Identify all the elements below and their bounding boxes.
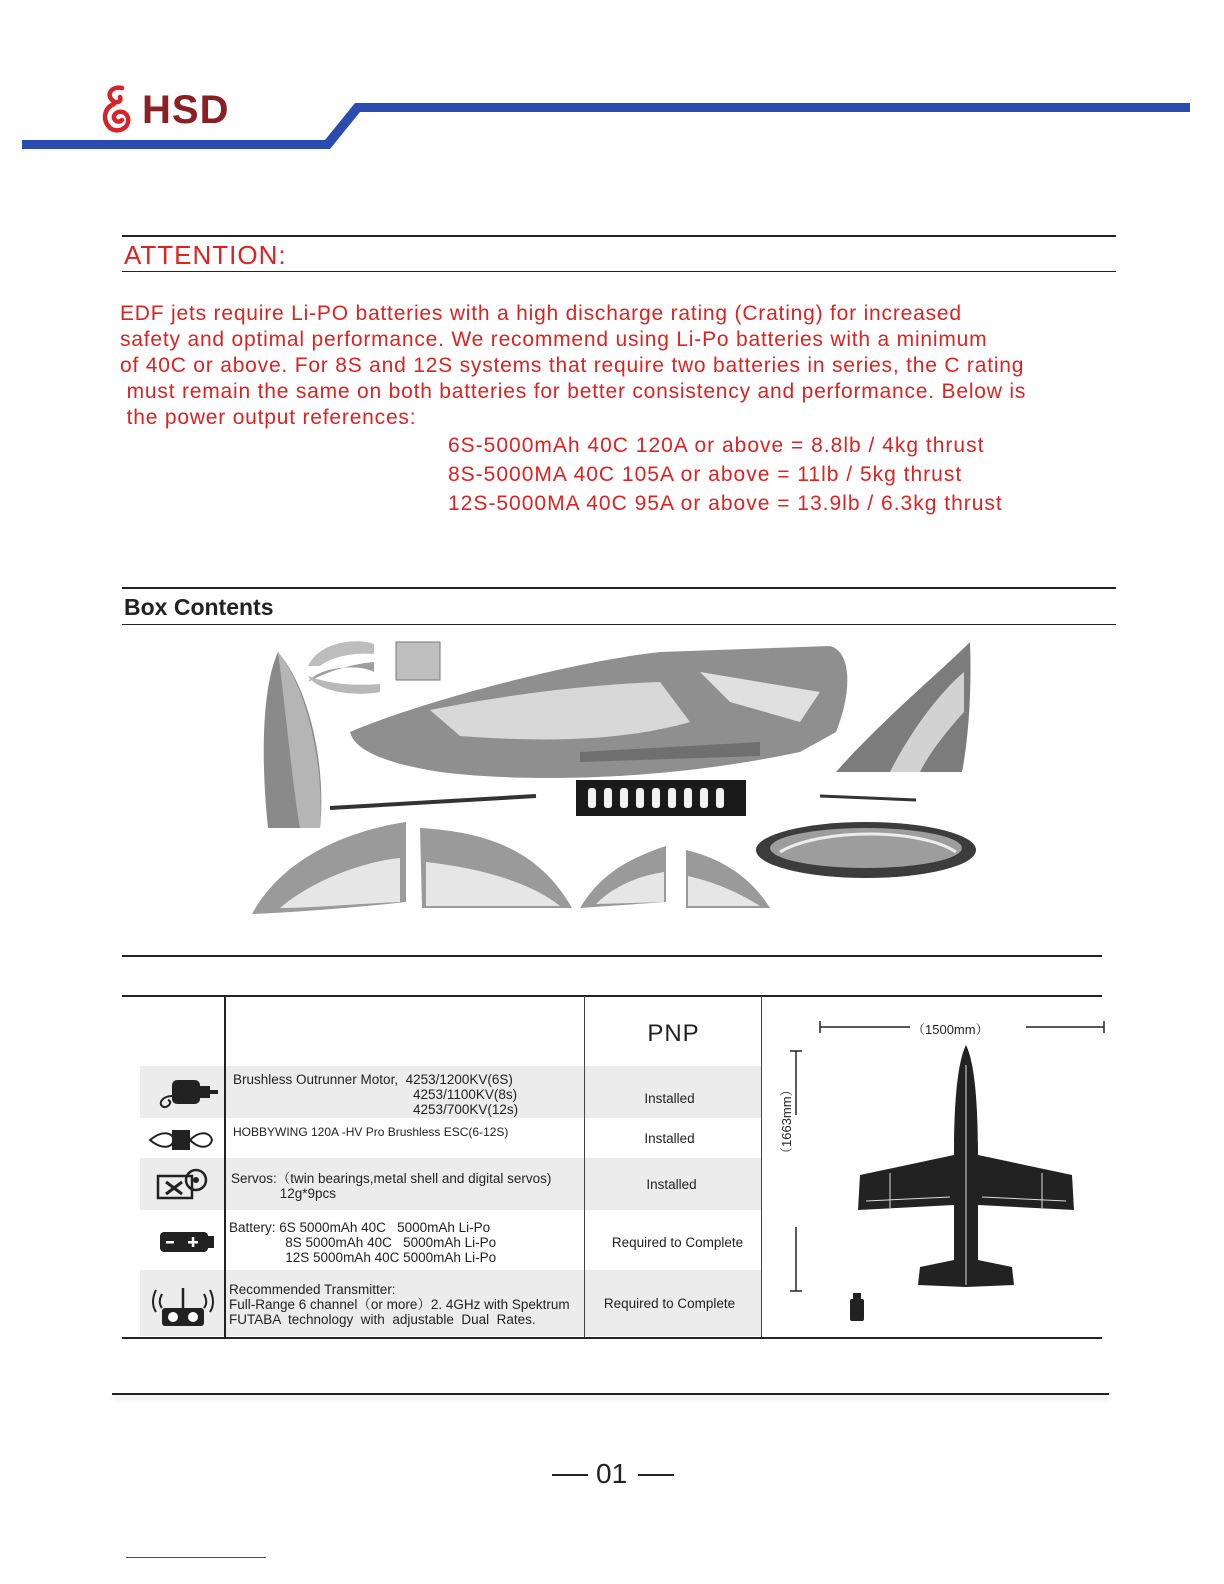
motor-status: Installed bbox=[644, 1091, 695, 1106]
hardware-bag-part bbox=[396, 642, 440, 680]
table-column-divider bbox=[761, 996, 762, 1337]
thrust-reference-8s: 8S-5000MA 40C 105A or above = 11lb / 5kg thrust bbox=[448, 463, 963, 486]
box-contents-rule-top bbox=[122, 587, 1116, 589]
hsd-logo-icon bbox=[100, 84, 134, 134]
vertical-fin-part bbox=[836, 642, 971, 772]
esc-description: HOBBYWING 120A -HV Pro Brushless ESC(6-12S) bbox=[233, 1125, 509, 1139]
page-number-dash bbox=[638, 1474, 674, 1476]
header-band bbox=[0, 0, 1224, 160]
page-number-dash bbox=[552, 1474, 588, 1476]
canopy-part bbox=[756, 822, 976, 878]
esc-status: Installed bbox=[644, 1131, 695, 1146]
footer-rule bbox=[112, 1393, 1109, 1395]
motor-icon bbox=[154, 1072, 220, 1112]
battery-description: Battery: 6S 5000mAh 40C 5000mAh Li-Po 8S 5000mAh 40C 5000mAh Li-Po 12S 5000mAh 40C 5000mAh Li-Po bbox=[229, 1220, 497, 1265]
length-label: （1663mm） bbox=[779, 1083, 794, 1160]
weight-icon bbox=[850, 1293, 864, 1321]
attention-line: EDF jets require Li-PO batteries with a high discharge rating (Crating) for increased bbox=[120, 302, 962, 325]
jet-silhouette-icon bbox=[858, 1045, 1074, 1287]
plane-dimensions-diagram bbox=[770, 1005, 1110, 1335]
footer-underline bbox=[126, 1557, 266, 1558]
transmitter-icon bbox=[150, 1284, 216, 1328]
table-bottom-rule bbox=[122, 1337, 1102, 1339]
brand-name: HSD bbox=[142, 88, 230, 132]
table-column-divider bbox=[584, 996, 585, 1337]
transmitter-description: Recommended Transmitter: Full-Range 6 channel（or more）2. 4GHz with Spektrum FUTABA technology with adjustable Dual Rates. bbox=[229, 1282, 570, 1327]
battery-status: Required to Complete bbox=[611, 1235, 744, 1250]
table-top-rule bbox=[122, 995, 1102, 997]
attention-rule-top bbox=[122, 235, 1116, 237]
transmitter-status: Required to Complete bbox=[603, 1296, 736, 1311]
attention-line: must remain the same on both batteries for better consistency and performance. Below is bbox=[120, 380, 1027, 403]
page-number-block bbox=[552, 1456, 676, 1492]
battery-icon bbox=[156, 1222, 222, 1262]
esc-icon bbox=[148, 1120, 214, 1160]
tail-fin-parts bbox=[308, 641, 380, 694]
section-divider bbox=[122, 955, 1102, 957]
wing-panel-parts bbox=[252, 822, 770, 914]
page-number: 01 bbox=[596, 1458, 628, 1489]
attention-title: ATTENTION: bbox=[124, 240, 287, 270]
wingspan-label: （1500mm） bbox=[912, 1022, 989, 1037]
attention-line: safety and optimal performance. We recommend using Li-Po batteries with a minimum bbox=[120, 328, 988, 351]
box-contents-rule-bottom bbox=[122, 624, 1116, 625]
carbon-rod-part bbox=[820, 796, 916, 800]
attention-line: the power output references: bbox=[120, 406, 417, 429]
attention-rule-bottom bbox=[122, 271, 1116, 272]
carbon-rod-part bbox=[330, 796, 536, 808]
thrust-reference-6s: 6S-5000mAh 40C 120A or above = 8.8lb / 4kg thrust bbox=[448, 434, 985, 457]
pnp-column-header: PNP bbox=[647, 1020, 700, 1047]
table-column-divider bbox=[224, 996, 226, 1337]
box-contents-parts-illustration bbox=[240, 632, 980, 922]
servo-status: Installed bbox=[646, 1177, 697, 1192]
box-contents-title: Box Contents bbox=[124, 594, 274, 620]
thrust-reference-12s: 12S-5000MA 40C 95A or above = 13.9lb / 6.3kg thrust bbox=[448, 492, 1003, 515]
servo-description: Servos:（twin bearings,metal shell and digital servos) 12g*9pcs bbox=[231, 1171, 552, 1201]
vent-plate-part bbox=[576, 780, 746, 816]
motor-description: Brushless Outrunner Motor, 4253/1200KV(6S) 4253/1100KV(8s) 4253/700KV(12s) bbox=[233, 1072, 519, 1117]
attention-line: of 40C or above. For 8S and 12S systems that require two batteries in series, the C rating bbox=[120, 354, 1025, 377]
servo-icon bbox=[152, 1164, 218, 1204]
